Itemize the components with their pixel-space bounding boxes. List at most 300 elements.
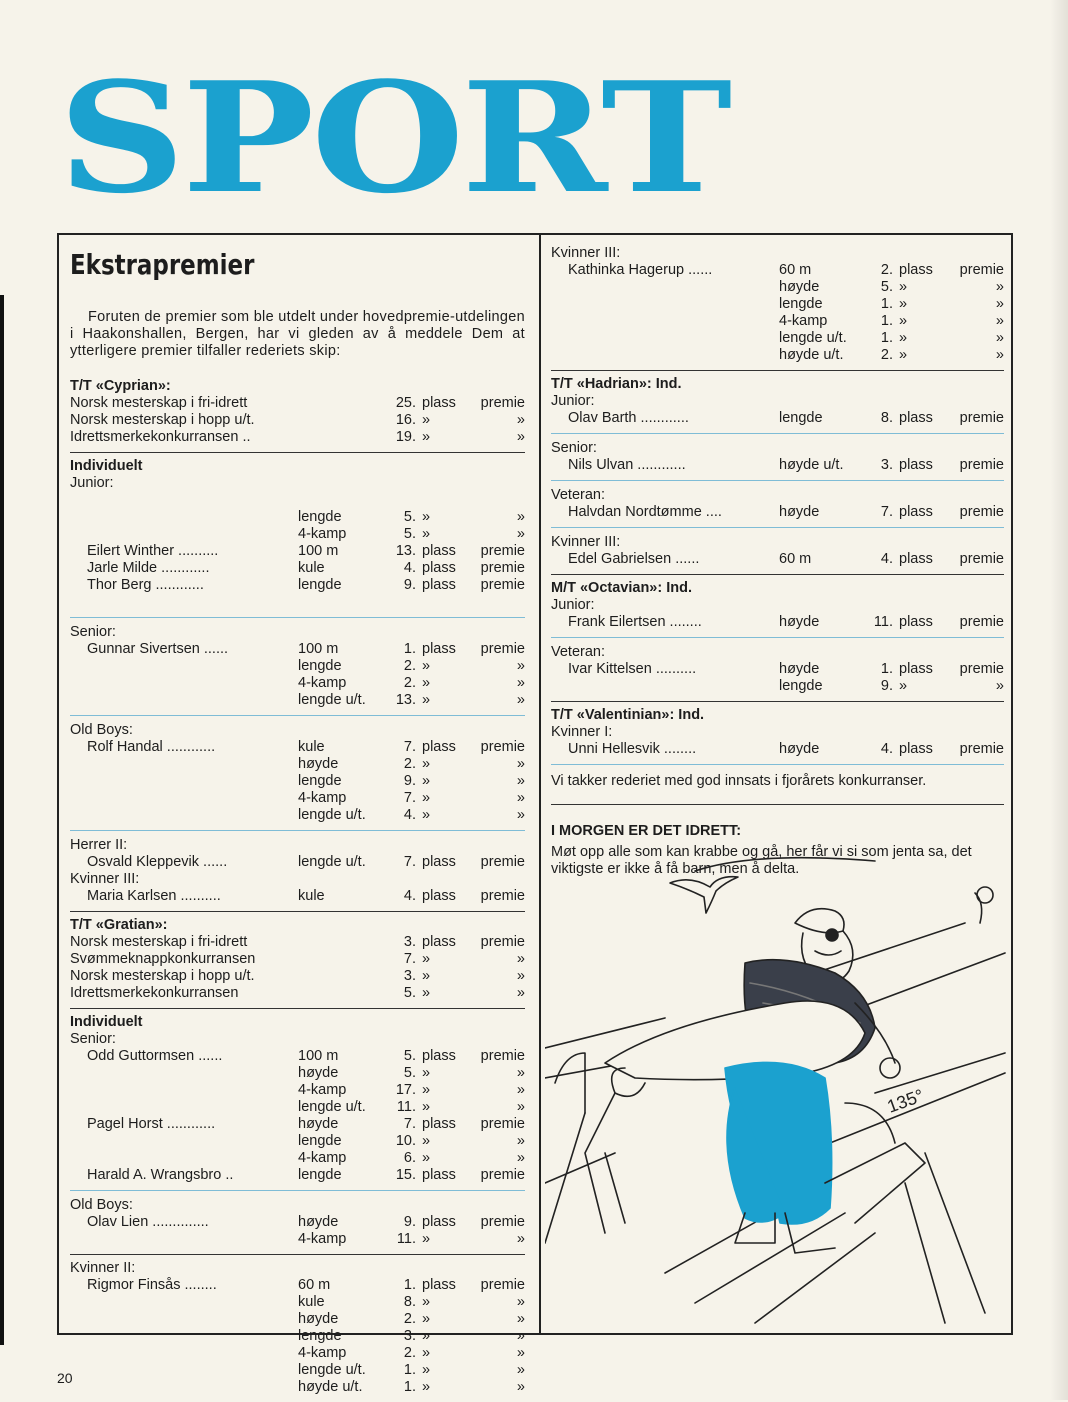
athlete-name — [70, 790, 298, 807]
position: 25. — [395, 395, 416, 411]
result-row — [70, 1167, 525, 1184]
place-label: » — [422, 1082, 431, 1098]
prize-label: premie — [959, 457, 1004, 473]
individual-label: Individuelt — [70, 458, 143, 474]
place-label: plass — [422, 395, 456, 411]
event-name: lengde u/t. — [298, 1099, 366, 1115]
event-name: lengde — [298, 1133, 342, 1149]
event-name: 4-kamp — [298, 1082, 347, 1098]
athlete-name — [70, 1379, 298, 1396]
athlete-name — [551, 678, 779, 695]
result-row — [70, 1328, 525, 1345]
category-label: Senior: — [70, 1031, 116, 1047]
cyprian-oldboys-block — [70, 722, 525, 831]
event-name: høyde u/t. — [779, 457, 844, 473]
place-label: plass — [422, 1214, 456, 1230]
prize-label: premie — [480, 1214, 525, 1230]
place-label: » — [422, 1231, 431, 1247]
competition-name: Norsk mesterskap i fri-idrett — [70, 395, 248, 411]
position: 2. — [880, 347, 893, 363]
competition-name: Svømmeknappkonkurransen — [70, 951, 256, 967]
athlete-name: Pagel Horst ............ — [87, 1116, 216, 1132]
category-label: Old Boys: — [70, 1197, 133, 1213]
prize-label: premie — [480, 641, 525, 657]
position: 2. — [403, 1311, 416, 1327]
event-name: høyde — [298, 756, 339, 772]
place-label: plass — [422, 934, 456, 950]
athlete-name — [70, 509, 298, 526]
position: 8. — [880, 410, 893, 426]
place-label: » — [422, 1065, 431, 1081]
position: 7. — [403, 739, 416, 755]
result-row — [551, 330, 1004, 347]
event-name: lengde — [298, 577, 342, 593]
athlete-name: Thor Berg ............ — [87, 577, 204, 593]
result-row — [70, 692, 525, 709]
event-name: lengde — [779, 678, 823, 694]
ship-header: T/T «Gratian»: — [70, 917, 168, 933]
athlete-name — [70, 1082, 298, 1099]
result-row — [70, 1362, 525, 1379]
athlete-name — [70, 1231, 298, 1248]
position: 9. — [403, 577, 416, 593]
event-name: 60 m — [779, 262, 812, 278]
binding-edge — [0, 295, 4, 1345]
event-name: lengde u/t. — [779, 330, 847, 346]
result-row — [70, 658, 525, 675]
position: 11. — [873, 614, 893, 630]
event-name: høyde — [779, 504, 820, 520]
position: 4. — [403, 888, 416, 904]
place-label: » — [422, 1379, 431, 1395]
event-name: høyde u/t. — [779, 347, 844, 363]
position: 5. — [403, 509, 416, 525]
result-row — [70, 1133, 525, 1150]
place-label: » — [422, 1294, 431, 1310]
event-name: 4-kamp — [298, 526, 347, 542]
prize-label: » — [995, 296, 1004, 312]
event-name: 100 m — [298, 641, 339, 657]
ship-result-row — [70, 951, 525, 968]
result-row — [70, 756, 525, 773]
athlete-name — [70, 1311, 298, 1328]
column-divider — [539, 233, 541, 1335]
cyprian-herrer-kvinner-block — [70, 837, 525, 912]
place-label: plass — [422, 560, 456, 576]
place-label: » — [422, 675, 431, 691]
result-row — [70, 526, 525, 543]
position: 11. — [396, 1231, 416, 1247]
place-label: plass — [422, 1048, 456, 1064]
page-shade — [1050, 0, 1068, 1400]
place-label: » — [422, 756, 431, 772]
place-label: » — [422, 1150, 431, 1166]
event-name: lengde — [298, 509, 342, 525]
category-label: Junior: — [551, 393, 595, 409]
place-label: » — [422, 509, 431, 525]
place-label: » — [422, 1133, 431, 1149]
event-name: høyde — [779, 279, 820, 295]
prize-label: » — [995, 279, 1004, 295]
intro-paragraph: Foruten de premier som ble utdelt under hovedpremie-utdelingen i Haakonshallen, Bergen, har vi gleden av å meddele Dem at ytterligere premier tilfaller rederiets skip: — [70, 309, 525, 359]
position: 13. — [395, 692, 416, 708]
position: 7. — [403, 1116, 416, 1132]
category-label: Senior: — [70, 624, 116, 640]
athlete-name: Edel Gabrielsen ...... — [568, 551, 700, 567]
place-label: plass — [422, 1116, 456, 1132]
result-row — [70, 577, 525, 594]
ship-header: T/T «Hadrian»: Ind. — [551, 376, 682, 392]
result-row — [70, 509, 525, 526]
ship-header: T/T «Cyprian»: — [70, 378, 171, 394]
position: 11. — [396, 1099, 416, 1115]
ship-result-row — [70, 395, 525, 412]
result-row — [70, 1065, 525, 1082]
hadrian-veteran-block — [551, 487, 1004, 528]
gratian-oldboys-block — [70, 1197, 525, 1255]
event-name: 4-kamp — [298, 1150, 347, 1166]
athlete-name: Harald A. Wrangsbro .. — [87, 1167, 234, 1183]
result-row — [551, 457, 1004, 474]
event-name: lengde — [298, 1328, 342, 1344]
result-row — [70, 854, 525, 871]
athlete-name — [551, 347, 779, 364]
athlete-name — [70, 1345, 298, 1362]
hadrian-kvinner-block — [551, 534, 1004, 575]
result-row — [70, 1277, 525, 1294]
prize-label: » — [516, 1082, 525, 1098]
result-row — [70, 1214, 525, 1231]
position: 1. — [880, 313, 893, 329]
athlete-name — [551, 330, 779, 347]
result-row — [70, 790, 525, 807]
event-name: 60 m — [779, 551, 812, 567]
place-label: » — [422, 1099, 431, 1115]
category-label: Senior: — [551, 440, 597, 456]
place-label: plass — [899, 614, 933, 630]
position: 1. — [880, 296, 893, 312]
event-name: 100 m — [298, 543, 339, 559]
athlete-name — [70, 1328, 298, 1345]
event-name: kule — [298, 560, 325, 576]
ship-result-row — [70, 412, 525, 429]
place-label: plass — [899, 661, 933, 677]
position: 13. — [395, 543, 416, 559]
event-name: 100 m — [298, 1048, 339, 1064]
place-label: plass — [899, 741, 933, 757]
place-label: » — [422, 807, 431, 823]
position: 2. — [880, 262, 893, 278]
event-name: høyde — [779, 741, 820, 757]
athlete-name: Unni Hellesvik ........ — [568, 741, 697, 757]
position: 3. — [403, 968, 416, 984]
athlete-name — [70, 773, 298, 790]
place-label: » — [422, 1311, 431, 1327]
event-name: 4-kamp — [779, 313, 828, 329]
place-label: plass — [422, 854, 456, 870]
position: 15. — [395, 1167, 416, 1183]
position: 10. — [395, 1133, 416, 1149]
prize-label: » — [516, 658, 525, 674]
athlete-name — [70, 756, 298, 773]
prize-label: premie — [959, 551, 1004, 567]
morgen-text: Møt opp alle som kan krabbe og gå, her får vi si som jenta sa, det viktigste er ikke å få barn, men å delta. — [551, 844, 972, 877]
place-label: » — [422, 968, 431, 984]
position: 1. — [403, 1379, 416, 1395]
athlete-name — [70, 1294, 298, 1311]
athlete-name: Ivar Kittelsen .......... — [568, 661, 697, 677]
athlete-name — [70, 1362, 298, 1379]
prize-label: » — [995, 313, 1004, 329]
position: 5. — [880, 279, 893, 295]
athlete-name — [70, 807, 298, 824]
athlete-name: Halvdan Nordtømme .... — [568, 504, 722, 520]
prize-label: premie — [959, 614, 1004, 630]
position: 3. — [403, 934, 416, 950]
gratian-kvinner-block — [70, 1260, 525, 1396]
position: 1. — [880, 330, 893, 346]
result-row — [70, 1294, 525, 1311]
place-label: plass — [899, 504, 933, 520]
result-row — [70, 1082, 525, 1099]
seagull-icon — [670, 877, 738, 913]
octavian-junior-block — [551, 580, 1004, 638]
category-label: Kvinner III: — [70, 871, 140, 887]
athlete-name: Gunnar Sivertsen ...... — [87, 641, 229, 657]
cartoon-illustration — [545, 853, 1007, 1328]
event-name: kule — [298, 739, 325, 755]
athlete-name — [70, 1065, 298, 1082]
event-name: 4-kamp — [298, 675, 347, 691]
prize-label: » — [516, 773, 525, 789]
position: 1. — [403, 641, 416, 657]
result-row — [70, 543, 525, 560]
competition-name: Norsk mesterskap i hopp u/t. — [70, 412, 255, 428]
hadrian-senior-block — [551, 440, 1004, 481]
result-row — [551, 661, 1004, 678]
position: 1. — [880, 661, 893, 677]
prize-label: premie — [480, 560, 525, 576]
competition-name: Idrettsmerkekonkurransen — [70, 985, 239, 1001]
morgen-title: I MORGEN ER DET IDRETT: — [551, 823, 742, 839]
prize-label: » — [516, 1065, 525, 1081]
prize-label: » — [516, 1150, 525, 1166]
prize-label: premie — [959, 661, 1004, 677]
prize-label: premie — [480, 1116, 525, 1132]
valentinian-block — [551, 707, 1004, 765]
result-row — [551, 504, 1004, 521]
left-column — [70, 245, 525, 1402]
hadrian-junior-block — [551, 376, 1004, 434]
place-label: » — [422, 773, 431, 789]
position: 5. — [403, 1065, 416, 1081]
athlete-name: Frank Eilertsen ........ — [568, 614, 702, 630]
event-name: lengde u/t. — [298, 854, 366, 870]
position: 7. — [403, 951, 416, 967]
athlete-name: Nils Ulvan ............ — [568, 457, 686, 473]
result-row — [70, 1048, 525, 1065]
event-name: 4-kamp — [298, 1345, 347, 1361]
result-row — [551, 678, 1004, 695]
place-label: » — [899, 313, 908, 329]
prize-label: » — [516, 1362, 525, 1378]
prize-label: premie — [480, 577, 525, 593]
result-row — [551, 296, 1004, 313]
athlete-name: Olav Barth ............ — [568, 410, 689, 426]
position: 2. — [403, 658, 416, 674]
position: 4. — [403, 560, 416, 576]
prize-label: » — [516, 692, 525, 708]
prize-label: » — [516, 509, 525, 525]
position: 4. — [880, 551, 893, 567]
place-label: plass — [899, 457, 933, 473]
athlete-name: Jarle Milde ............ — [87, 560, 210, 576]
event-name: lengde — [779, 410, 823, 426]
place-label: » — [422, 692, 431, 708]
prize-label: » — [516, 1311, 525, 1327]
result-row — [70, 1150, 525, 1167]
prize-label: » — [995, 330, 1004, 346]
kvinner3-block — [551, 245, 1004, 371]
event-name: høyde — [298, 1065, 339, 1081]
prize-label: premie — [480, 1048, 525, 1064]
position: 3. — [880, 457, 893, 473]
athlete-name — [70, 692, 298, 709]
place-label: » — [899, 279, 908, 295]
result-row — [551, 262, 1004, 279]
ship-result-row — [70, 968, 525, 985]
result-row — [551, 279, 1004, 296]
place-label: » — [422, 985, 431, 1001]
position: 9. — [403, 1214, 416, 1230]
athlete-name: Olav Lien .............. — [87, 1214, 209, 1230]
athlete-name — [70, 1150, 298, 1167]
athlete-name: Maria Karlsen .......... — [87, 888, 221, 904]
place-label: plass — [422, 577, 456, 593]
event-name: høyde — [779, 661, 820, 677]
cyprian-ship-block — [70, 378, 525, 453]
athlete-name: Kathinka Hagerup ...... — [568, 262, 713, 278]
athlete-name — [70, 658, 298, 675]
category-label: Veteran: — [551, 644, 606, 660]
prize-label: » — [995, 347, 1004, 363]
result-row — [551, 741, 1004, 758]
position: 7. — [880, 504, 893, 520]
athlete-name: Osvald Kleppevik ...... — [87, 854, 228, 870]
category-label: Junior: — [70, 475, 114, 491]
competition-name: Idrettsmerkekonkurransen .. — [70, 429, 251, 445]
prize-label: premie — [480, 543, 525, 559]
event-name: 4-kamp — [298, 790, 347, 806]
prize-label: » — [516, 968, 525, 984]
angle-label: 135° — [884, 1085, 927, 1117]
position: 5. — [403, 526, 416, 542]
athlete-name: Rigmor Finsås ........ — [87, 1277, 217, 1293]
prize-label: » — [516, 790, 525, 806]
prize-label: premie — [480, 888, 525, 904]
prize-label: premie — [959, 410, 1004, 426]
category-label: Herrer II: — [70, 837, 128, 853]
prize-label: premie — [480, 395, 525, 411]
event-name: lengde — [779, 296, 823, 312]
prize-label: » — [516, 675, 525, 691]
event-name: lengde — [298, 658, 342, 674]
category-label: Junior: — [551, 597, 595, 613]
position: 4. — [403, 807, 416, 823]
athlete-name: Rolf Handal ............ — [87, 739, 216, 755]
athlete-name: Eilert Winther .......... — [87, 543, 219, 559]
result-row — [70, 1311, 525, 1328]
position: 2. — [403, 1345, 416, 1361]
place-label: plass — [422, 543, 456, 559]
event-name: lengde u/t. — [298, 1362, 366, 1378]
place-label: » — [422, 1345, 431, 1361]
right-column — [551, 245, 1004, 878]
place-label: plass — [422, 1277, 456, 1293]
athlete-name — [551, 279, 779, 296]
place-label: plass — [422, 641, 456, 657]
position: 17. — [395, 1082, 416, 1098]
prize-label: premie — [480, 934, 525, 950]
athlete-name — [551, 296, 779, 313]
result-row — [551, 410, 1004, 427]
place-label: plass — [899, 551, 933, 567]
athlete-name: Odd Guttormsen ...... — [87, 1048, 223, 1064]
place-label: » — [899, 347, 908, 363]
place-label: » — [899, 330, 908, 346]
result-row — [551, 614, 1004, 631]
prize-label: premie — [959, 504, 1004, 520]
event-name: lengde — [298, 773, 342, 789]
page-number: 20 — [57, 1370, 73, 1386]
result-row — [70, 1345, 525, 1362]
result-row — [70, 888, 525, 905]
result-row — [70, 807, 525, 824]
athlete-name — [70, 1099, 298, 1116]
event-name: høyde — [298, 1311, 339, 1327]
category-label: Kvinner III: — [551, 534, 621, 550]
prize-label: » — [516, 807, 525, 823]
prize-label: » — [516, 951, 525, 967]
place-label: » — [422, 526, 431, 542]
event-name: kule — [298, 888, 325, 904]
place-label: » — [899, 678, 908, 694]
position: 6. — [403, 1150, 416, 1166]
event-name: 60 m — [298, 1277, 331, 1293]
position: 7. — [403, 790, 416, 806]
result-row — [70, 1231, 525, 1248]
place-label: » — [422, 429, 431, 445]
octavian-veteran-block — [551, 644, 1004, 702]
ship-header: T/T «Valentinian»: Ind. — [551, 707, 705, 723]
place-label: plass — [899, 410, 933, 426]
category-label: Kvinner II: — [70, 1260, 136, 1276]
competition-name: Norsk mesterskap i hopp u/t. — [70, 968, 255, 984]
gratian-senior-block — [70, 1014, 525, 1191]
result-row — [70, 560, 525, 577]
event-name: lengde — [298, 1167, 342, 1183]
place-label: » — [422, 1328, 431, 1344]
prize-label: » — [516, 1231, 525, 1247]
place-label: » — [422, 658, 431, 674]
result-row — [70, 1099, 525, 1116]
position: 2. — [403, 675, 416, 691]
prize-label: » — [516, 526, 525, 542]
prize-label: » — [516, 1099, 525, 1115]
athlete-name — [551, 313, 779, 330]
ship-header: M/T «Octavian»: Ind. — [551, 580, 692, 596]
competition-name: Norsk mesterskap i fri-idrett — [70, 934, 248, 950]
